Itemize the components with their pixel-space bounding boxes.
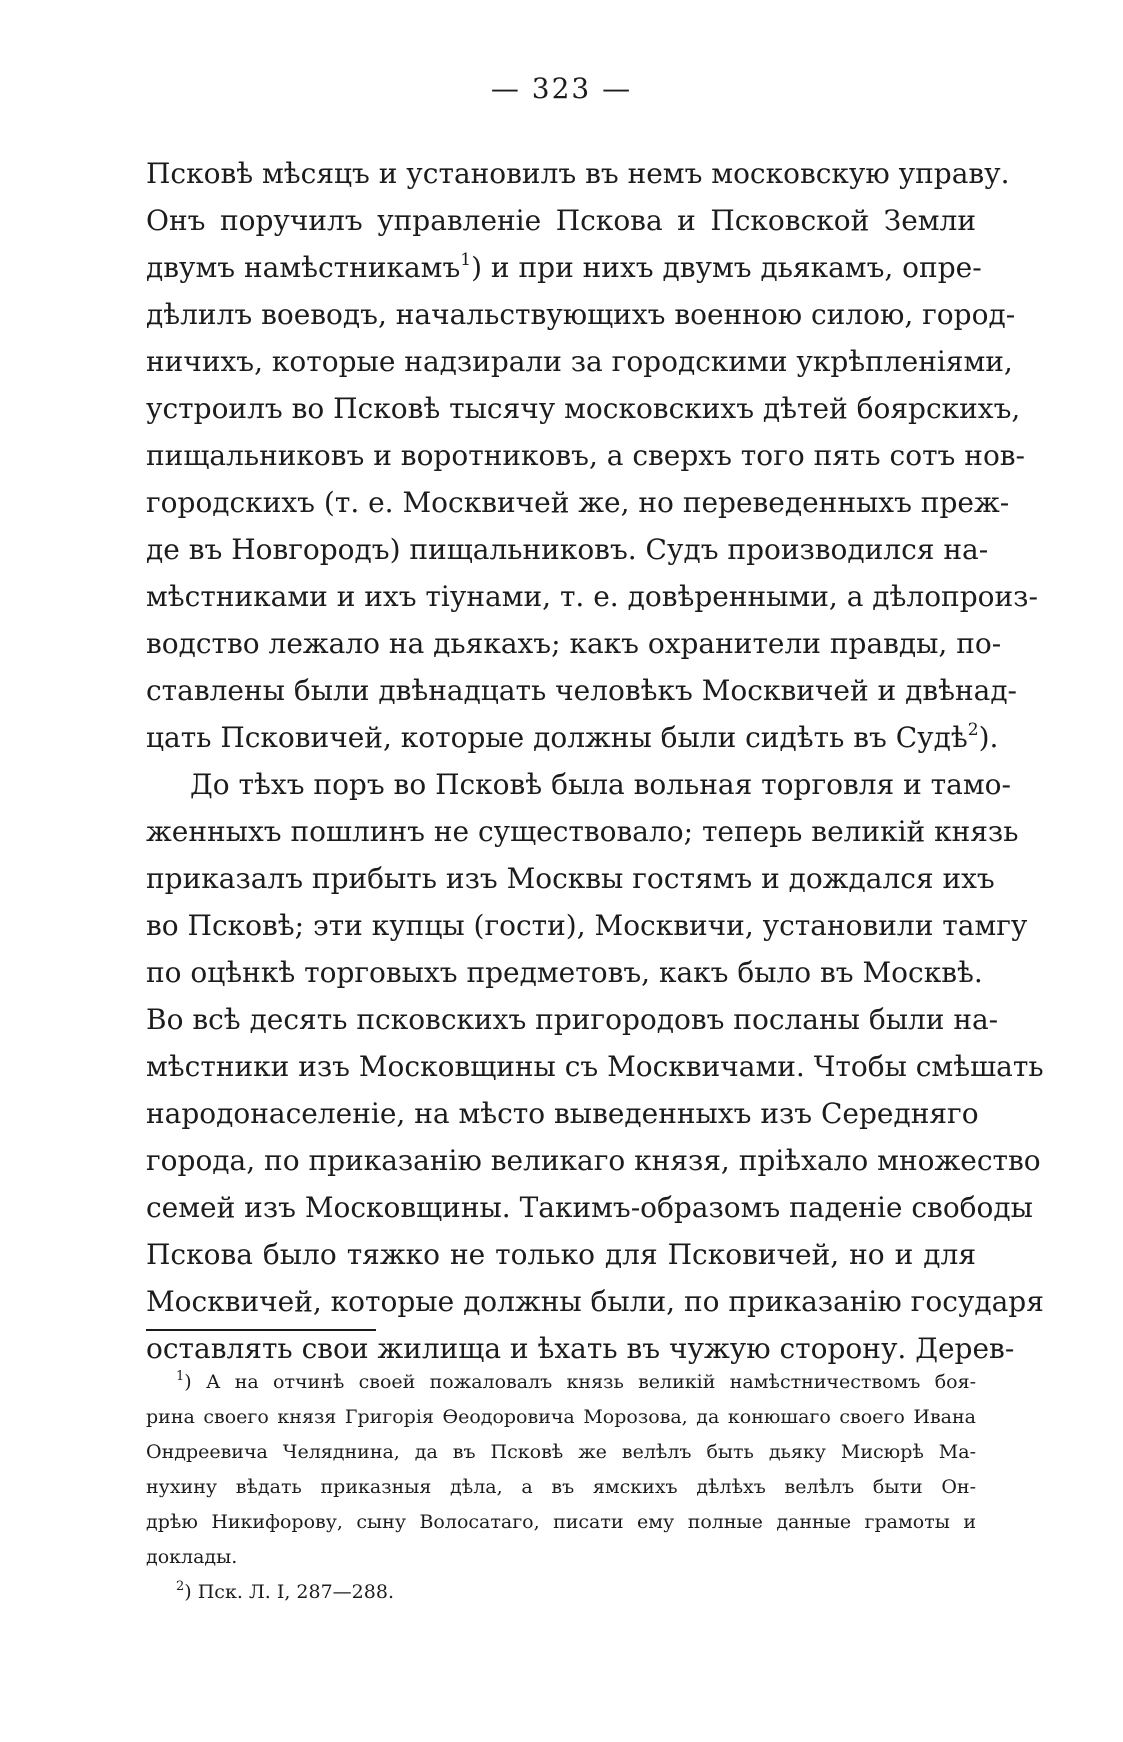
main-text <box>146 150 1044 1372</box>
footnote-1-line: рина своего князя Григорія Ѳеодоровича Морозова, да конюшаго своего Ивана <box>146 1406 976 1428</box>
footnote-1-marker: 1 <box>176 1369 185 1384</box>
footnote-1-line: нухину вѣдать приказныя дѣла, а въ ямскихъ дѣлѣхъ велѣлъ быти Он- <box>146 1476 976 1498</box>
text-line: До тѣхъ поръ во Псковѣ была вольная торговля и тамо- <box>190 768 1011 801</box>
page-number: — 323 — <box>490 72 633 105</box>
text-line: мѣстниками и ихъ тіунами, т. е. довѣренными, а дѣлопроиз- <box>146 580 1038 613</box>
footnote-1-line: доклады. <box>146 1546 238 1568</box>
text-line: семей изъ Московщины. Такимъ-образомъ паденіе свободы <box>146 1191 1033 1224</box>
text-line: двумъ намѣстникамъ$^1$) и при нихъ двумъ дьякамъ, опре- <box>146 250 982 284</box>
text-line: цать Псковичей, которые должны были сидѣть въ Судѣ$^2$). <box>146 720 999 754</box>
text-line: городскихъ (т. е. Москвичей же, но переведенныхъ преж- <box>146 486 1010 519</box>
text-line: де въ Новгородъ) пищальниковъ. Судъ производился на- <box>146 533 989 566</box>
footnote-reference: 2 <box>967 720 979 740</box>
text-line: Москвичей, которые должны были, по приказанію государя <box>146 1285 1044 1318</box>
footnote-1-line: $^1$) А на отчинѣ своей пожаловалъ князь великій намѣстничествомъ боя- <box>176 1369 976 1393</box>
text-line: устроилъ во Псковѣ тысячу московскихъ дѣтей боярскихъ, <box>146 392 1021 425</box>
text-line: ничихъ, которые надзирали за городскими укрѣпленіями, <box>146 345 1013 378</box>
text-line: оставлять свои жилища и ѣхать въ чужую сторону. Дерев- <box>146 1332 1015 1365</box>
text-line: во Псковѣ; эти купцы (гости), Москвичи, установили тамгу <box>146 909 1028 942</box>
text-line: Онъ поручилъ управленіе Пскова и Псковской Земли <box>146 204 976 237</box>
text-line: ставлены были двѣнадцать человѣкъ Москвичей и двѣнад- <box>146 674 1018 707</box>
footnote-1-line: Ондреевича Челяднина, да въ Псковѣ же велѣлъ быть дьяку Мисюрѣ Ма- <box>146 1441 976 1463</box>
footnote-divider <box>146 1329 376 1331</box>
text-line: народонаселеніе, на мѣсто выведенныхъ изъ Середняго <box>146 1097 979 1130</box>
text-line: мѣстники изъ Московщины съ Москвичами. Чтобы смѣшать <box>146 1050 1044 1083</box>
text-line: дѣлилъ воеводъ, начальствующихъ военною силою, город- <box>146 298 1016 331</box>
text-line: по оцѣнкѣ торговыхъ предметовъ, какъ было въ Москвѣ. <box>146 956 983 989</box>
text-line: женныхъ пошлинъ не существовало; теперь великій князь <box>146 815 1019 848</box>
footnotes <box>146 1365 976 1610</box>
text-line: водство лежало на дьякахъ; какъ охранители правды, по- <box>146 627 1002 660</box>
text-line: пищальниковъ и воротниковъ, а сверхъ того пять сотъ нов- <box>146 439 1026 472</box>
text-line: города, по приказанію великаго князя, пріѣхало множество <box>146 1144 1041 1177</box>
text-line: Пскова было тяжко не только для Псковичей, но и для <box>146 1238 976 1271</box>
footnote-2-line: $^2$) Пск. Л. I, 287—288. <box>176 1579 394 1603</box>
text-line: Во всѣ десять псковскихъ пригородовъ посланы были на- <box>146 1003 999 1036</box>
footnote-1-line: дрѣю Никифорову, сыну Волосатаго, писати ему полные данные грамоты и <box>146 1511 976 1533</box>
text-line: Псковѣ мѣсяцъ и установилъ въ немъ московскую управу. <box>146 157 1010 190</box>
text-line: приказалъ прибыть изъ Москвы гостямъ и дождался ихъ <box>146 862 995 895</box>
footnote-2-marker: 2 <box>176 1579 185 1594</box>
footnote-reference: 1 <box>460 250 472 270</box>
